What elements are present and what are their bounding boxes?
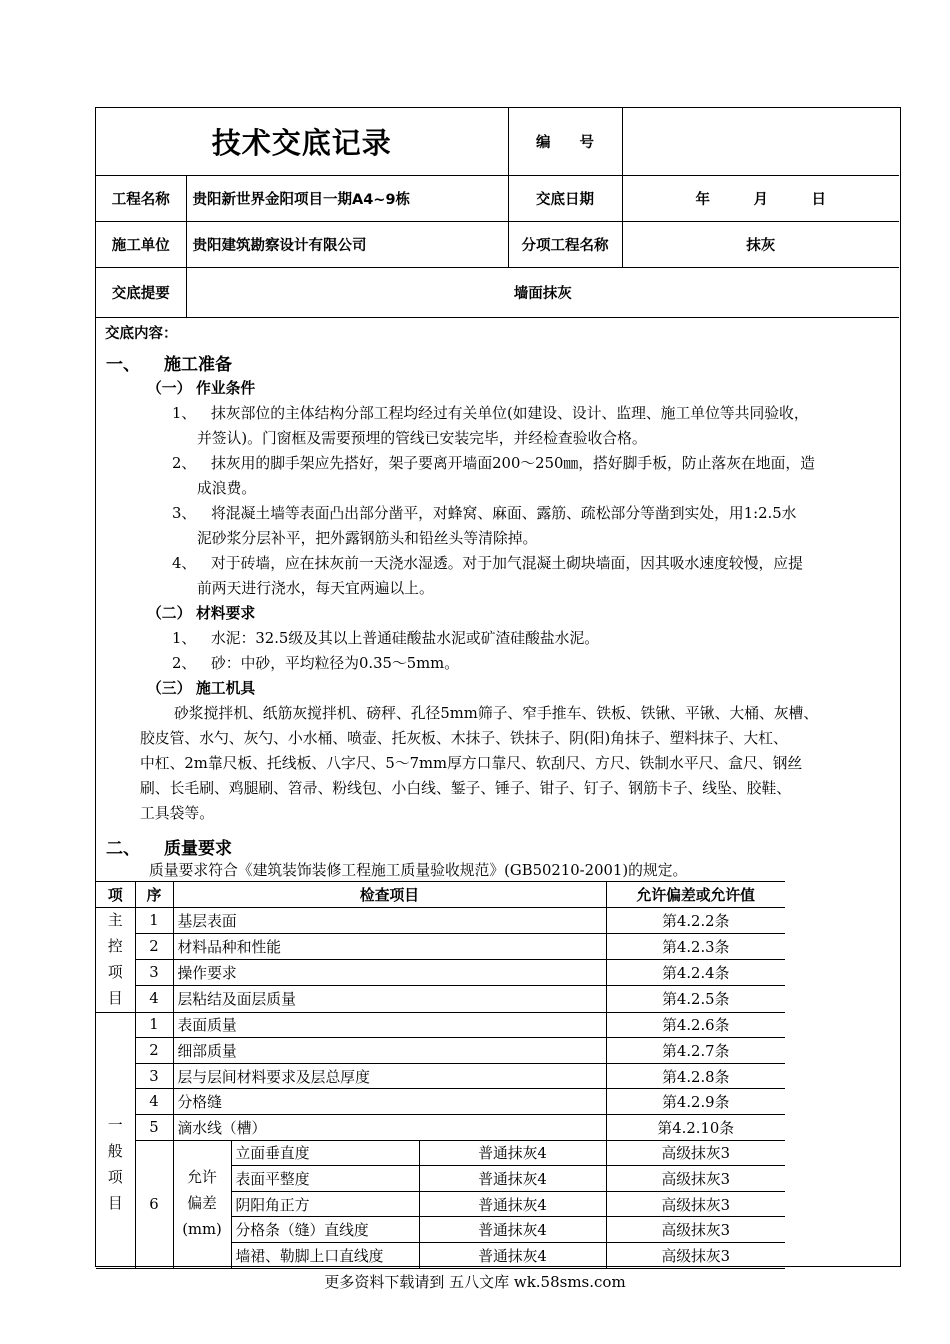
project-name: 贵阳新世界金阳项目一期A4~9栋 — [186, 175, 508, 221]
section-2-text: 质量要求符合《建筑装饰装修工程施工质量验收规范》(GB50210-2001)的规定。 — [149, 862, 688, 879]
tools-text: 胶皮管、水勺、灰勺、小水桶、喷壶、托灰板、木抹子、铁抹子、阴(阳)角抹子、塑料抹子、大杠、 — [140, 730, 788, 747]
row-item: 操作要求 — [173, 960, 606, 986]
tools-text: 刷、长毛刷、鸡腿刷、笤帚、粉线包、小白线、錾子、锤子、钳子、钉子、钢筋卡子、线坠、胶鞋、 — [140, 780, 792, 797]
footer-text: 更多资料下载请到 五八文库 wk.58sms.com — [324, 1273, 626, 1291]
row-number: 4 — [135, 986, 173, 1012]
content-intro: 交底内容： — [105, 326, 178, 342]
row-number: 1 — [135, 1012, 173, 1038]
subsection-3-title: 施工机具 — [196, 680, 256, 697]
item-text: 前两天进行浇水，每天宜两遍以上。 — [197, 580, 434, 597]
header-cell: 项 — [96, 882, 135, 908]
tolerance-high: 高级抹灰3 — [606, 1217, 785, 1243]
row-value: 第4.2.6条 — [606, 1012, 785, 1038]
tolerance-high: 高级抹灰3 — [606, 1166, 785, 1192]
tolerance-item: 墙裙、勒脚上口直线度 — [231, 1242, 419, 1268]
document-title: 技术交底记录 — [96, 108, 508, 175]
unit-label: 施工单位 — [96, 221, 186, 267]
row-number: 3 — [135, 1063, 173, 1089]
item-text: 对于砖墙，应在抹灰前一天浇水湿透。对于加气混凝土砌块墙面，因其吸水速度较慢，应提 — [211, 555, 803, 572]
sub-project: 抹灰 — [622, 221, 899, 267]
row-number: 3 — [135, 960, 173, 986]
row-value: 第4.2.4条 — [606, 960, 785, 986]
document-frame — [95, 107, 901, 1267]
tolerance-normal: 普通抹灰4 — [419, 1242, 606, 1268]
general-group-label — [96, 1012, 135, 1268]
material-number: 1、 — [172, 630, 197, 647]
item-text: 成浪费。 — [197, 480, 257, 497]
row-number: 4 — [135, 1089, 173, 1115]
row-value: 第4.2.8条 — [606, 1063, 785, 1089]
section-2-number: 二、 — [106, 839, 140, 859]
subsection-1-number: （一） — [147, 380, 192, 397]
tools-text: 工具袋等。 — [140, 805, 214, 822]
row-value: 第4.2.2条 — [606, 907, 785, 933]
item-text: 抹灰部位的主体结构分部工程均经过有关单位(如建设、设计、监理、施工单位等共同验收， — [211, 405, 809, 422]
row-value: 第4.2.3条 — [606, 933, 785, 959]
item-text: 将混凝土墙等表面凸出部分凿平，对蜂窝、麻面、露筋、疏松部分等凿到实处，用1:2.5水 — [211, 505, 797, 522]
tolerance-item: 阴阳角正方 — [231, 1191, 419, 1217]
main-group-label — [96, 907, 135, 1012]
tolerance-high: 高级抹灰3 — [606, 1140, 785, 1166]
material-text: 砂：中砂，平均粒径为0.35～5mm。 — [211, 655, 459, 672]
row-item: 滴水线（槽） — [173, 1114, 606, 1140]
tolerance-normal: 普通抹灰4 — [419, 1140, 606, 1166]
number-value — [622, 108, 899, 175]
row-item: 基层表面 — [173, 907, 606, 933]
tolerance-label-line: (mm) — [182, 1221, 222, 1239]
tolerance-normal: 普通抹灰4 — [419, 1166, 606, 1192]
row-value: 第4.2.10条 — [606, 1114, 785, 1140]
section-1-title: 施工准备 — [164, 355, 232, 375]
header-cell: 允许偏差或允许值 — [606, 882, 785, 908]
number-label: 编 号 — [508, 108, 622, 175]
summary-label: 交底提要 — [96, 267, 186, 317]
row-value: 第4.2.5条 — [606, 986, 785, 1012]
section-2-title: 质量要求 — [164, 839, 232, 859]
tolerance-high: 高级抹灰3 — [606, 1191, 785, 1217]
row-number: 2 — [135, 1038, 173, 1064]
tolerance-normal: 普通抹灰4 — [419, 1191, 606, 1217]
row-value: 第4.2.9条 — [606, 1089, 785, 1115]
row-item: 分格缝 — [173, 1089, 606, 1115]
item-text: 并签认)。门窗框及需要预埋的管线已安装完毕，并经检查验收合格。 — [197, 430, 647, 447]
item-number: 2、 — [172, 455, 197, 472]
header-cell: 检查项目 — [173, 882, 606, 908]
tolerance-label-line: 允许 — [187, 1169, 217, 1187]
material-number: 2、 — [172, 655, 197, 672]
general-group-text: 一般项目 — [107, 1117, 123, 1213]
tolerance-item: 表面平整度 — [231, 1166, 419, 1192]
row-item: 表面质量 — [173, 1012, 606, 1038]
row-item: 层与层间材料要求及层总厚度 — [173, 1063, 606, 1089]
row-item: 材料品种和性能 — [173, 933, 606, 959]
item-number: 3、 — [172, 505, 197, 522]
summary: 墙面抹灰 — [186, 267, 899, 317]
row-number: 1 — [135, 907, 173, 933]
row-item: 层粘结及面层质量 — [173, 986, 606, 1012]
tolerance-number: 6 — [135, 1140, 173, 1268]
date-label: 交底日期 — [508, 175, 622, 221]
item-text: 泥砂浆分层补平，把外露钢筋头和铅丝头等清除掉。 — [197, 530, 538, 547]
tolerance-item: 分格条（缝）直线度 — [231, 1217, 419, 1243]
row-value: 第4.2.7条 — [606, 1038, 785, 1064]
header-cell: 序 — [135, 882, 173, 908]
subsection-2-title: 材料要求 — [196, 605, 256, 622]
tools-text: 砂浆搅拌机、纸筋灰搅拌机、磅秤、孔径5mm筛子、窄手推车、铁板、铁锹、平锹、大桶、灰槽、 — [174, 705, 819, 722]
item-number: 1、 — [172, 405, 197, 422]
section-1-number: 一、 — [106, 355, 140, 375]
item-number: 4、 — [172, 555, 197, 572]
tolerance-item: 立面垂直度 — [231, 1140, 419, 1166]
main-group-text: 主控项目 — [107, 911, 123, 1007]
subsection-3-number: （三） — [147, 680, 192, 697]
quality-table — [96, 881, 785, 1269]
date-value: 年 月 日 — [622, 175, 899, 221]
sub-project-label: 分项工程名称 — [508, 221, 622, 267]
material-text: 水泥：32.5级及其以上普通硅酸盐水泥或矿渣硅酸盐水泥。 — [211, 630, 600, 647]
tools-text: 中杠、2m靠尺板、托线板、八字尺、5～7mm厚方口靠尺、软刮尺、方尺、铁制水平尺、盒尺、钢丝 — [140, 755, 803, 772]
row-number: 5 — [135, 1114, 173, 1140]
row-item: 细部质量 — [173, 1038, 606, 1064]
row-number: 2 — [135, 933, 173, 959]
tolerance-normal: 普通抹灰4 — [419, 1217, 606, 1243]
unit-name: 贵阳建筑勘察设计有限公司 — [186, 221, 508, 267]
subsection-2-number: （二） — [147, 605, 192, 622]
item-text: 抹灰用的脚手架应先搭好，架子要离开墙面200～250㎜，搭好脚手板，防止落灰在地面，造 — [211, 455, 815, 472]
header-table — [96, 108, 899, 318]
project-name-label: 工程名称 — [96, 175, 186, 221]
tolerance-label-line: 偏差 — [187, 1195, 217, 1213]
tolerance-high: 高级抹灰3 — [606, 1242, 785, 1268]
tolerance-label — [173, 1140, 231, 1268]
subsection-1-title: 作业条件 — [196, 380, 256, 397]
